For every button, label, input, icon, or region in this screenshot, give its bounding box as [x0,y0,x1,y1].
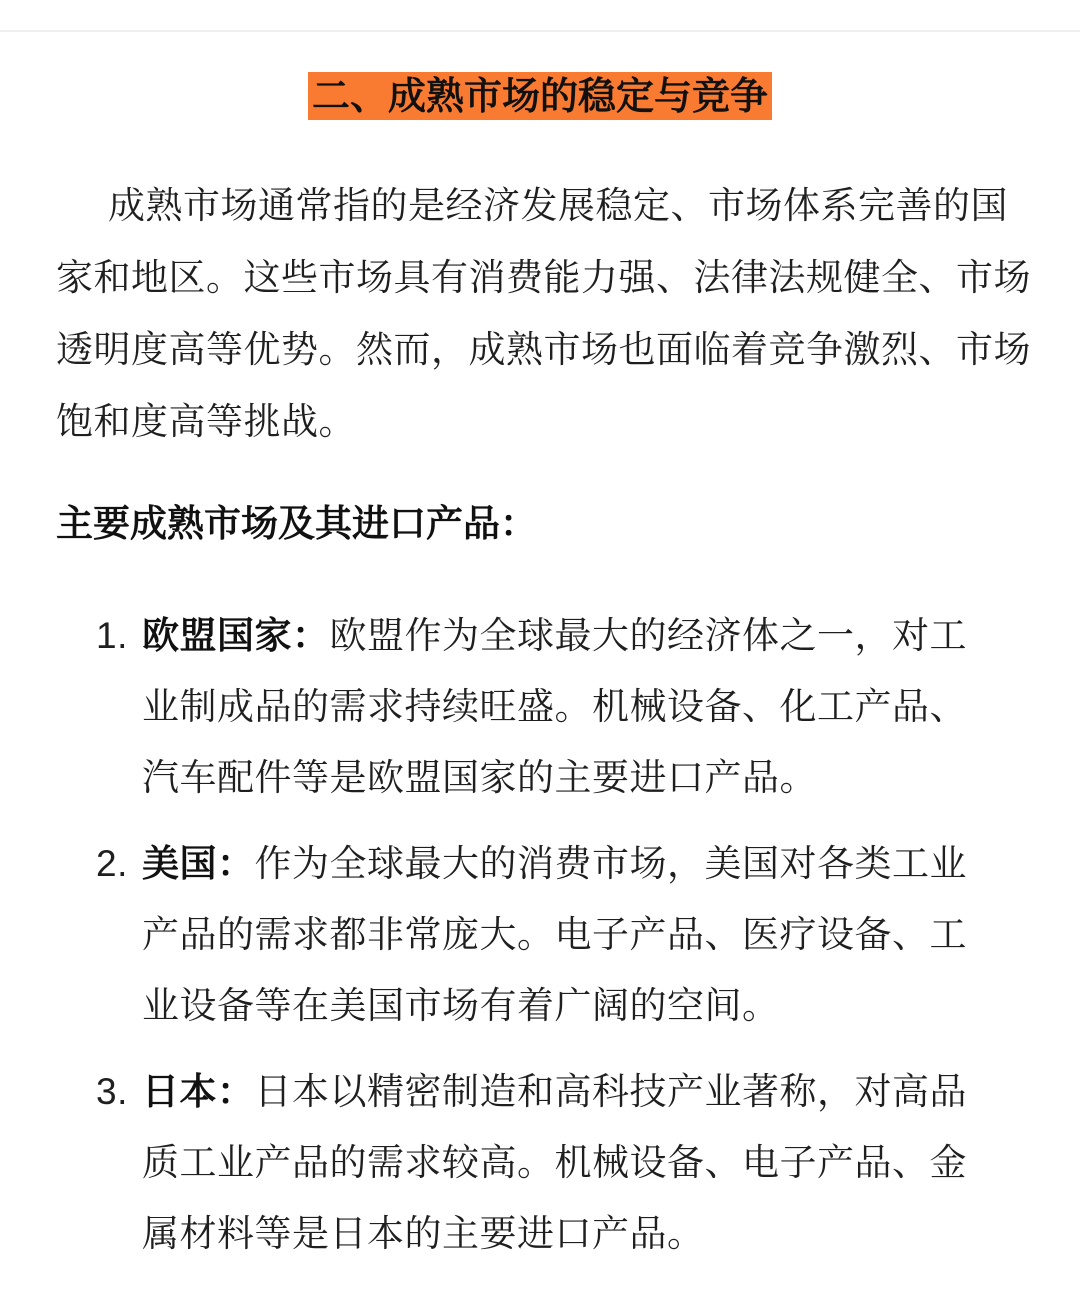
section-title: 二、成熟市场的稳定与竞争 [308,72,772,120]
market-description: 日本以精密制造和高科技产业著称，对高品质工业产品的需求较高。机械设备、电子产品、金属材料等是日本的主要进口产品。 [142,1070,967,1255]
market-list [96,600,1002,1284]
market-item-japan [96,1056,1002,1269]
top-divider [0,30,1080,32]
list-number: 1. [96,615,128,656]
market-description: 作为全球最大的消费市场，美国对各类工业产品的需求都非常庞大。电子产品、医疗设备、工业设备等在美国市场有着广阔的空间。 [142,842,967,1027]
intro-paragraph: 成熟市场通常指的是经济发展稳定、市场体系完善的国家和地区。这些市场具有消费能力强、法律法规健全、市场透明度高等优势。然而，成熟市场也面临着竞争激烈、市场饱和度高等挑战。 [56,184,1031,443]
list-number: 2. [96,843,128,884]
market-name: 欧盟国家： [142,614,330,657]
market-item-eu [96,600,1002,813]
section-title-container [0,72,1080,120]
list-number: 3. [96,1071,128,1112]
market-name: 日本： [142,1070,255,1113]
market-description: 欧盟作为全球最大的经济体之一，对工业制成品的需求持续旺盛。机械设备、化工产品、汽车配件等是欧盟国家的主要进口产品。 [142,614,967,799]
market-item-us [96,828,1002,1041]
subheading: 主要成熟市场及其进口产品： [56,502,537,545]
market-name: 美国： [142,842,255,885]
